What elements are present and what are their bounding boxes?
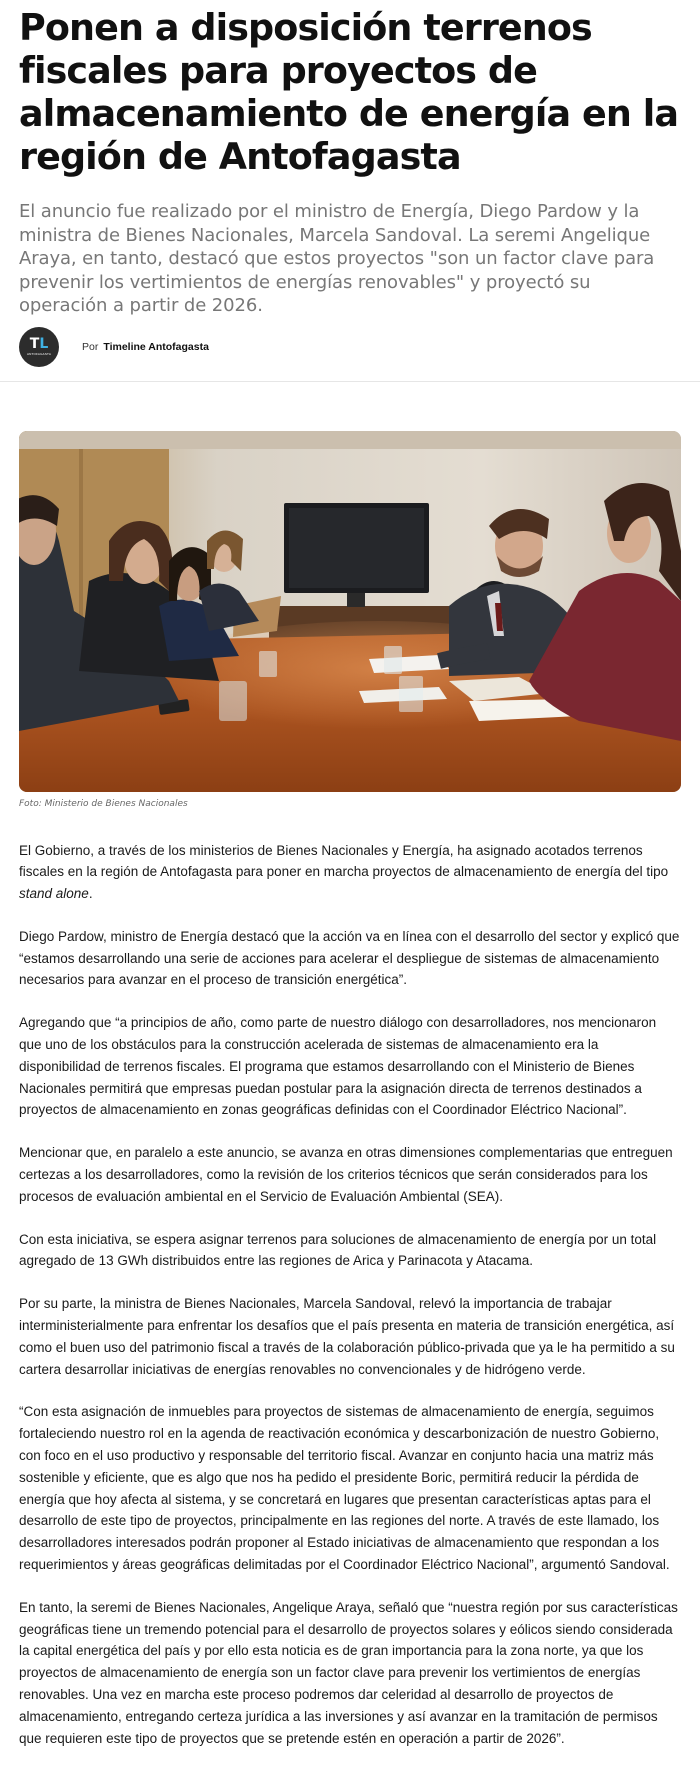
article-figure: [19, 431, 681, 809]
article-subtitle: El anuncio fue realizado por el ministro de Energía, Diego Pardow y la ministra de Bienes Nacionales, Marcela Sandoval. La seremi Angelique Araya, en tanto, destacó que estos proyectos "son un factor clave para prevenir los vertimientos de energías renovables" y proyectó su operación a partir de 2026.: [19, 201, 655, 316]
article-paragraph-4: Mencionar que, en paralelo a este anuncio, se avanza en otras dimensiones complementarias que entreguen certezas a los desarrolladores, como la revisión de los criterios técnicos que serán considerados para los procesos de evaluación ambiental en el Servicio de Evaluación Ambiental (SEA).: [19, 1145, 673, 1204]
meeting-photo: [19, 431, 681, 792]
article-paragraph-7: “Con esta asignación de inmuebles para proyectos de sistemas de almacenamiento de energía, seguimos fortaleciendo nuestro rol en la agenda de reactivación económica y descarbonización de nuestro Gobierno, con foco en el uso productivo y responsable del territorio fiscal. Avanzar en conjunto hacia una matriz más sostenible y eficiente, que es algo que nos ha pedido el presidente Boric, permitirá reducir la pérdida de energía que hoy afecta al sistema, y se concretará en lugares que presentan características aptas para el desarrollo de este tipo de proyectos, principalmente en las regiones del norte. A través de este llamado, los desarrolladores interesados podrán proponer al Estado iniciativas de almacenamiento que respondan a los requerimientos y áreas geográficas delimitadas por el Coordinador Eléctrico Nacional”, argumentó Sandoval.: [19, 1404, 670, 1573]
byline-prefix: Por: [82, 340, 99, 353]
logo-subtext: ANTOFAGASTA: [26, 352, 52, 356]
paragraph-1-text: El Gobierno, a través de los ministerios de Bienes Nacionales y Energía, ha asignado acotados terrenos fiscales en la región de Antofagasta para poner en marcha proyectos de almacenamiento de energía del tipo: [19, 842, 669, 880]
article-headline: Ponen a disposición terrenos fiscales para proyectos de almacenamiento de energía en la región de Antofagasta: [19, 6, 679, 178]
byline: [19, 327, 681, 367]
photo-caption: Foto: Ministerio de Bienes Nacionales: [19, 798, 188, 809]
article-header: [0, 0, 700, 367]
article-paragraph-6: Por su parte, la ministra de Bienes Nacionales, Marcela Sandoval, relevó la importancia de trabajar interministerialmente para enfrentar los desafíos que el país presenta en materia de transición energética, así como el buen uso del patrimonio fiscal a través de la colaboración público-privada que ya le ha permitido a su cartera desarrollar iniciativas de energías renovables no convencionales y de hidrógeno verde.: [19, 1296, 675, 1377]
article-body: [0, 809, 700, 1750]
author-name-link[interactable]: Timeline Antofagasta: [103, 340, 209, 353]
article-paragraph-5: Con esta iniciativa, se espera asignar terrenos para soluciones de almacenamiento de energía por un total agregado de 13 GWh distribuidos entre las regiones de Arica y Parinacota y Atacama.: [19, 1231, 657, 1269]
article-paragraph-3: Agregando que “a principios de año, como parte de nuestro diálogo con desarrolladores, nos mencionaron que uno de los obstáculos para la construcción acelerada de sistemas de almacenamiento era la disponibilidad de terrenos fiscales. El programa que estamos desarrollando con el Ministerio de Bienes Nacionales permitirá que empresas puedan postular para la asignación directa de terrenos destinados a proyectos de almacenamiento en zonas geográficas definidas con el Coordinador Eléctrico Nacional”.: [19, 1015, 657, 1118]
paragraph-1-end: .: [88, 886, 93, 902]
logo-letter-l: L: [39, 336, 49, 352]
paragraph-1-emphasis: stand alone: [19, 886, 89, 902]
author-avatar[interactable]: [19, 327, 59, 367]
header-divider: [0, 381, 700, 382]
article-paragraph-8: En tanto, la seremi de Bienes Nacionales, Angelique Araya, señaló que “nuestra región por sus características geográficas tiene un tremendo potencial para el desarrollo de proyectos solares y eólicos siendo considerada la capital energética del país y por ello esta noticia es de gran importancia para la zona norte, ya que los proyectos de almacenamiento de energía son un factor clave para prevenir los vertimientos de energías renovables. Una vez en marcha este proceso podremos dar celeridad al desarrollo de proyectos de almacenamiento, entregando certeza jurídica a las inversiones y así avanzar en la tramitación de permisos que requieren este tipo de proyectos que se pretende estén en operación a partir de 2026”.: [19, 1599, 678, 1746]
article-paragraph-2: Diego Pardow, ministro de Energía destacó que la acción va en línea con el desarrollo del sector y explicó que “estamos desarrollando una serie de acciones para acelerar el despliegue de sistemas de almacenamiento necesarios para avanzar en el proceso de transición energética”.: [19, 928, 680, 988]
meeting-photo-illustration: [19, 431, 681, 792]
timeline-logo-icon: [30, 337, 48, 351]
logo-letter-t: T: [29, 336, 40, 352]
article-paragraph-1: [19, 840, 681, 905]
